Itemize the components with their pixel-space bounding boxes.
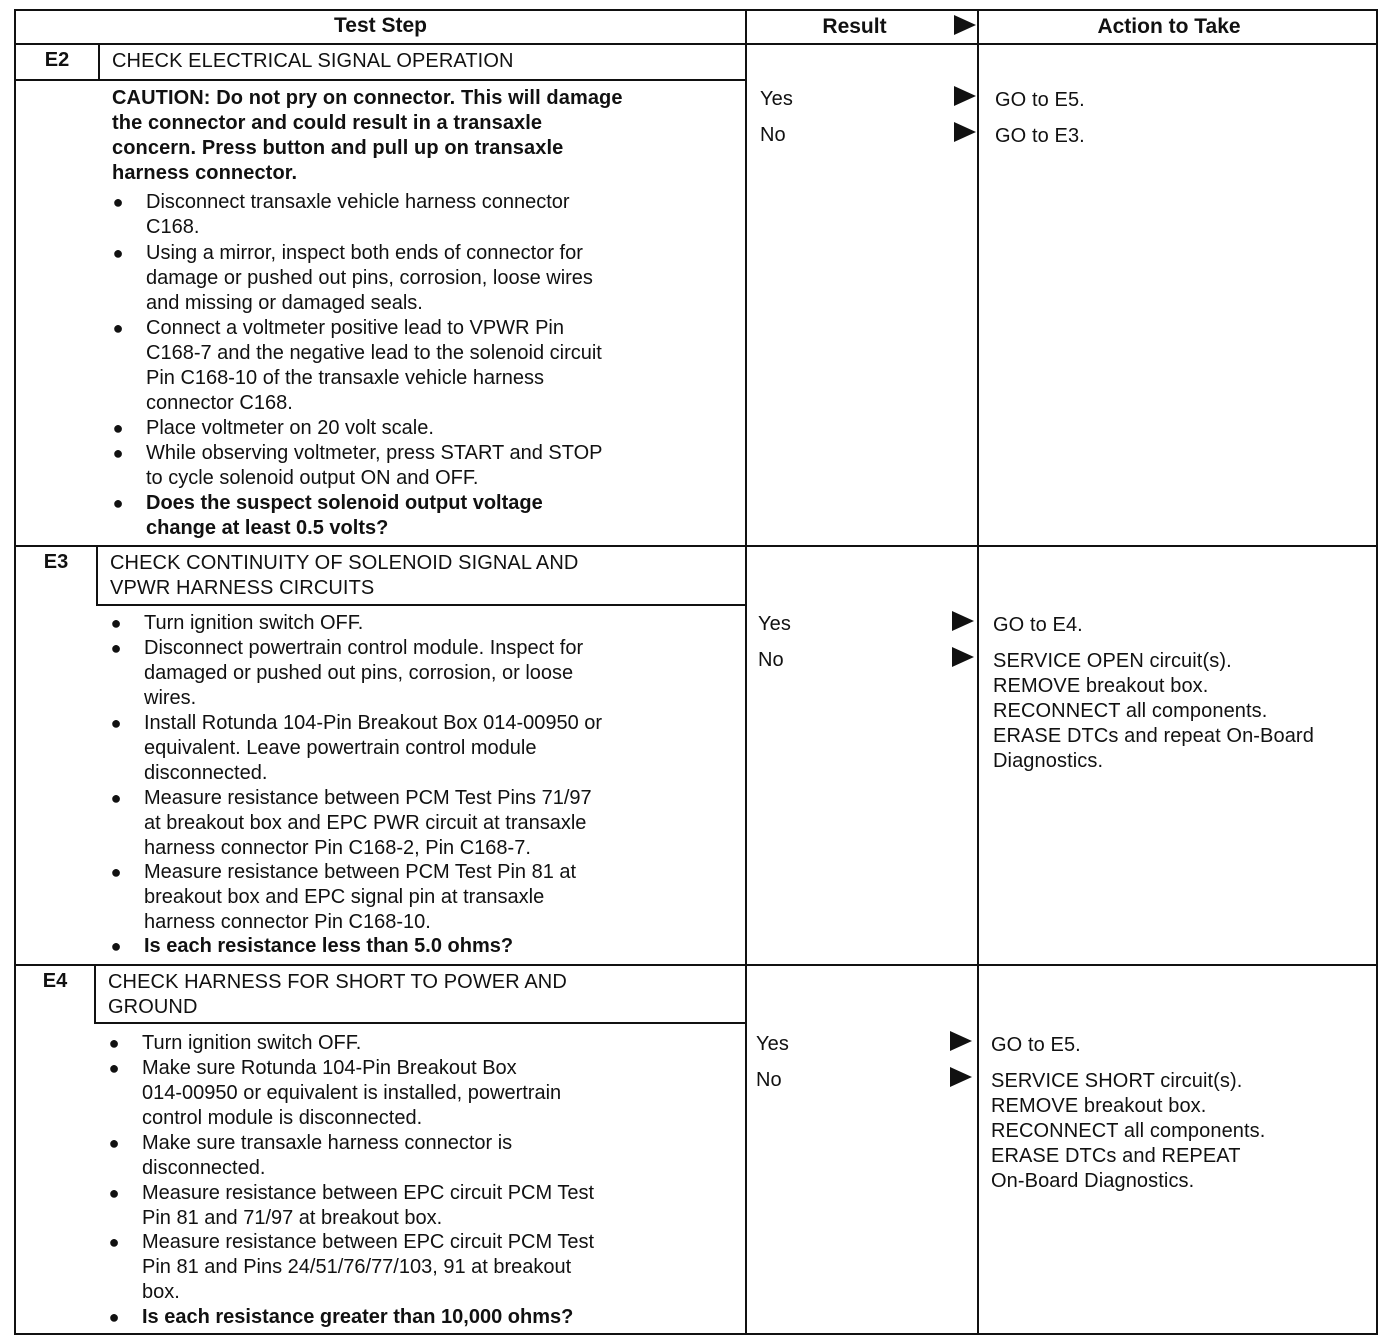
result-yes-e2: Yes (760, 88, 793, 110)
header-bottom-border (14, 43, 1378, 45)
header-test-step: Test Step (334, 14, 427, 37)
result-no-e2: No (760, 124, 786, 146)
step-title-e3: CHECK CONTINUITY OF SOLENOID SIGNAL AND VPWR HARNESS CIRCUITS (110, 552, 579, 599)
bullet-icon: ● (112, 192, 124, 212)
title-underline-e2 (14, 79, 747, 81)
action-no-e3: SERVICE OPEN circuit(s). REMOVE breakout box. RECONNECT all components. ERASE DTCs and repeat On-Board Diagnostics. (993, 650, 1314, 772)
step-title-e4: CHECK HARNESS FOR SHORT TO POWER AND GROUND (108, 971, 567, 1018)
header-arrow-icon (954, 15, 976, 35)
code-divider-e4 (94, 964, 96, 1024)
step-code-e4: E4 (42, 970, 68, 992)
arrow-right-icon (950, 1031, 972, 1051)
step-code-e2: E2 (44, 49, 70, 71)
step-title-e2: CHECK ELECTRICAL SIGNAL OPERATION (112, 50, 514, 72)
bullet-icon: ● (112, 318, 124, 338)
table-bottom-border (14, 1333, 1378, 1335)
bullet-icon: ● (110, 862, 122, 882)
bullet-icon: ● (108, 1058, 120, 1078)
table-top-border (14, 9, 1378, 11)
header-action: Action to Take (1097, 15, 1241, 38)
table-left-border (14, 9, 16, 1335)
action-no-e4: SERVICE SHORT circuit(s). REMOVE breakout box. RECONNECT all components. ERASE DTCs and REPEAT On-Board Diagnostics. (991, 1070, 1266, 1192)
title-underline-e3 (96, 604, 747, 606)
result-yes-e3: Yes (758, 613, 791, 635)
bullet-icon: ● (112, 418, 124, 438)
bullet-icon: ● (112, 243, 124, 263)
action-column-border (977, 9, 979, 1335)
bullet-icon: ● (108, 1183, 120, 1203)
result-no-e4: No (756, 1069, 782, 1091)
action-yes-e2: GO to E5. (995, 89, 1085, 111)
bullet-icon: ● (108, 1033, 120, 1053)
action-no-e2: GO to E3. (995, 125, 1085, 147)
arrow-right-icon (954, 86, 976, 106)
diagnostic-table: Test Step Result Action to Take E2 CHECK ELECTRICAL SIGNAL OPERATION CAUTION: Do not pry on connector. This will damage the connector and could result in a transaxle concern. Press button and pull up on transaxle harness connector. ● Disconnect transaxle vehicle harness connector C168. ● Using a mirror, inspect both ends of connector for damage or pushed out pins, corrosion, loose wires and missing or damaged seals. ● Connect a voltmeter positive lead to VPWR Pin C168-7 and the negative lead to the solenoid circuit Pin C168-10 of the transaxle vehicle harness connector C168. ● Place voltmeter on 20 volt scale. ● While observing voltmeter, press START and STOP to cycle solenoid output ON and OFF. ● Does the suspect solenoid output voltage change at least 0.5 volts? Yes GO to E5. No GO to E3. E3 CHECK CONTINUITY OF SOLENOID SIGNAL AND VPWR HARNESS CIRCUITS ● Turn ignition switch OFF. ● Disconnect powertrain control module. Inspect for damaged or pushed out pins, corrosion, or loose wires. ● Install Rotunda 104-Pin Breakout Box 014-00950 or equivalent. Leave powertrain control module disconnected. ● Measure resistance between PCM Test Pins 71/97 at breakout box and EPC PWR circuit at transaxle harness connector Pin C168-2, Pin C168-7. ● Measure resistance between PCM Test Pin 81 at breakout box and EPC signal pin at transaxle harness connector Pin C168-10. ● Is each resistance less than 5.0 ohms? Yes GO to E4. No SERVICE OPEN circuit(s). REMOVE breakout box. RECONNECT all components. ERASE DTCs and repeat On-Board Diagnostics. E4 CHECK HARNESS FOR SHORT TO POWER AND GROUND ● Turn ignition switch OFF. ● Make sure Rotunda 104-Pin Breakout Box 014-00950 or equivalent is installed, powertrain control module is disconnected. ● Make sure transaxle harness connector is disconnected. ● Measure resistance between EPC circuit PCM Test Pin 81 and 71/97 at breakout box. ● Measure resistance between EPC circuit PCM Test Pin 81 and Pins 24/51/76/77/103, 91 at breakout box. ● Is each resistance greater than 10,000 ohms? Yes GO to E5. No SERVICE SHORT circuit(s). REMOVE breakout box. RECONNECT all components. ERASE DTCs and REPEAT On-Board Diagnostics. (0, 0, 1392, 1342)
bullet-icon: ● (108, 1232, 120, 1252)
bullet-icon: ● (110, 788, 122, 808)
table-right-border (1376, 9, 1378, 1335)
bullet-icon: ● (108, 1307, 120, 1327)
bullet-icon: ● (110, 713, 122, 733)
step-code-e3: E3 (43, 551, 69, 573)
arrow-right-icon (954, 122, 976, 142)
result-column-border (745, 9, 747, 1335)
title-underline-e4 (94, 1022, 747, 1024)
result-no-e3: No (758, 649, 784, 671)
code-divider-e2 (98, 43, 100, 79)
bullet-icon: ● (110, 936, 122, 956)
bullet-icon: ● (112, 493, 124, 513)
row-separator-e3 (14, 545, 1378, 547)
arrow-right-icon (952, 647, 974, 667)
result-yes-e4: Yes (756, 1033, 789, 1055)
bullet-icon: ● (110, 613, 122, 633)
bullet-icon: ● (108, 1133, 120, 1153)
action-yes-e4: GO to E5. (991, 1034, 1081, 1056)
action-yes-e3: GO to E4. (993, 614, 1083, 636)
bullet-icon: ● (110, 638, 122, 658)
arrow-right-icon (952, 611, 974, 631)
bullet-icon: ● (112, 443, 124, 463)
row-separator-e4 (14, 964, 1378, 966)
code-divider-e3 (96, 545, 98, 605)
header-result: Result (822, 15, 887, 38)
caution-text-e2: CAUTION: Do not pry on connector. This will damage the connector and could result in a transaxle concern. Press button and pull up on transaxle harness connector. (112, 87, 623, 184)
arrow-right-icon (950, 1067, 972, 1087)
